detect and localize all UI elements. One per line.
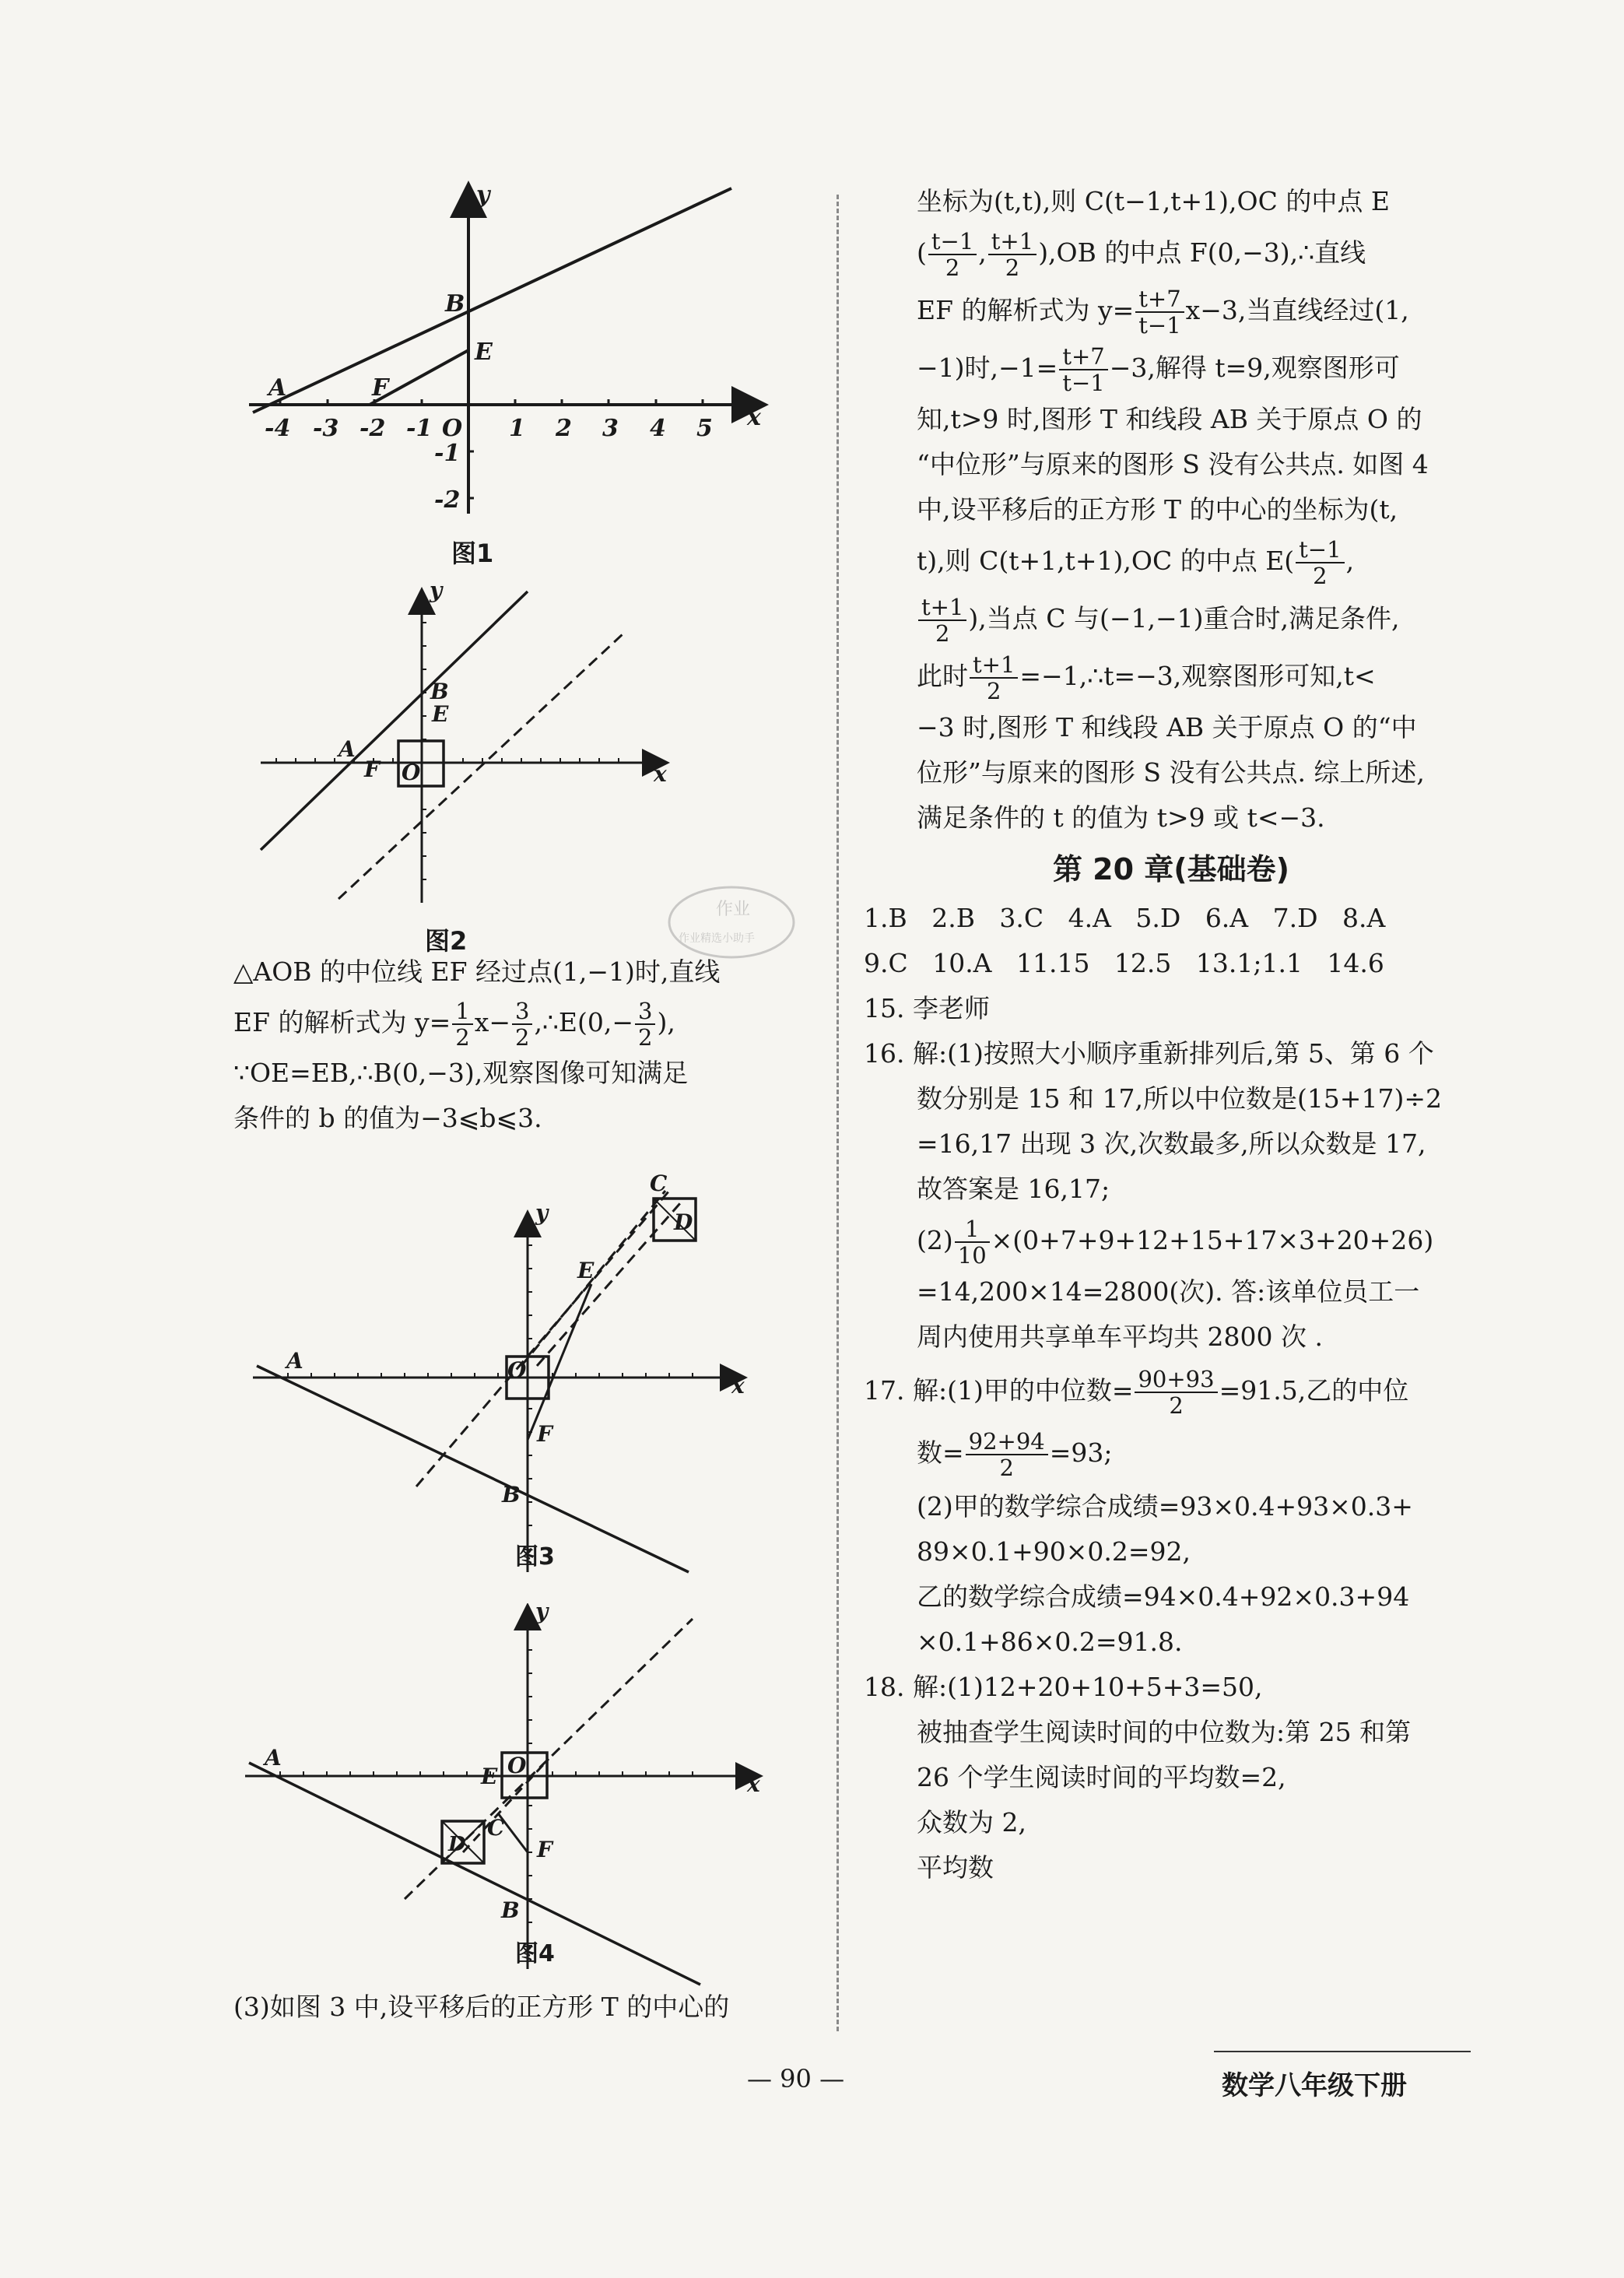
right-text-line [864,282,1478,339]
fig2-dashed-line [338,634,623,899]
fraction [988,229,1036,280]
fraction-num: t+7 [1135,286,1184,313]
fig2-axis-label-x: x [654,761,667,787]
solution-line: 89×0.1+90×0.2=92, [917,1536,1191,1567]
fig4-axis-label-y: y [535,1603,549,1624]
right-text-line: 满足条件的 t 的值为 t>9 或 t<−3. [917,802,1325,833]
fraction [635,999,655,1050]
answer-line: 15. 李老师 [864,993,990,1023]
answer-line: 9.C 10.A 11.15 12.5 13.1;1.1 14.6 [864,948,1384,978]
fraction-num: t+1 [970,652,1018,679]
fig4-point-label: A [265,1745,282,1771]
fig1-tick-label: -2 [434,486,461,514]
fraction-num: 1 [452,999,472,1025]
fraction [512,999,532,1050]
fraction-den: 2 [935,620,950,647]
fig3-point-label: F [537,1421,552,1447]
text-span: ,∴E(0,− [534,1007,634,1037]
fraction-den: 2 [945,254,960,281]
left-text-line [233,995,825,1051]
text-span: (2) [917,1225,953,1255]
fig3-point-label: D [674,1209,693,1235]
fig1-x-ticks [280,399,703,498]
solution-line: =16,17 出现 3 次,次数最多,所以众数是 17, [917,1128,1426,1159]
fig3-line-ab [257,1366,689,1572]
right-text-line: 知,t>9 时,图形 T 和线段 AB 关于原点 O 的 [917,404,1422,434]
fraction-num: 92+94 [966,1429,1048,1455]
fig2-point-label: B [430,679,449,704]
fig1-tick-label: 1 [509,415,525,442]
stamp-text: 作业 [716,900,751,919]
solution-line: 16. 解:(1)按照大小顺序重新排列后,第 5、第 6 个 [864,1038,1434,1069]
fraction [918,595,966,646]
fraction [1135,286,1184,338]
text-span: x− [474,1007,510,1037]
fig1-point-label: B [445,290,465,318]
right-text-line [864,590,1478,648]
fig2-axis-label-y: y [430,577,443,603]
book-title: 数学八年级下册 [1222,2070,1407,2101]
fraction-den: 2 [999,1455,1014,1481]
fig3-segment-ef [528,1284,591,1440]
right-text-line [864,648,1478,705]
fig2-caption: 图2 [425,926,468,956]
right-text-line: 位形”与原来的图形 S 没有公共点. 综上所述, [917,757,1425,788]
fig4-point-label: F [537,1837,552,1862]
right-text-line: −3 时,图形 T 和线段 AB 关于原点 O 的“中 [917,712,1417,742]
fig1-line-ab [253,188,731,412]
fraction-den: 2 [514,1024,530,1051]
solution-line [864,1360,1478,1422]
fig3-point-label: C [650,1171,668,1196]
fraction-num: t+1 [918,595,966,621]
fraction [970,652,1018,704]
solution-line [864,1212,1478,1269]
text-span: x−3,当直线经过(1, [1185,295,1409,325]
fraction [452,999,472,1050]
left-text-line: △AOB 的中位线 EF 经过点(1,−1)时,直线 [233,956,721,987]
fig2-point-label: O [402,760,421,785]
text-span: t),则 C(t+1,t+1),OC 的中点 E( [917,546,1295,576]
fraction-num: 3 [512,999,532,1025]
fig1-tick-label: 5 [696,415,713,442]
right-text-line: “中位形”与原来的图形 S 没有公共点. 如图 4 [917,449,1429,479]
fig4-caption: 图4 [515,1940,555,1967]
fig2-solid-line [261,591,528,850]
page-number: — 90 — [747,2064,845,2094]
fig2-point-label: F [364,756,380,782]
fraction-num: 90+93 [1135,1367,1217,1393]
fig1-tick-label: 4 [650,415,666,442]
text-span: , [1345,546,1355,576]
text-span: 此时 [917,661,968,691]
fraction-den: t−1 [1138,312,1181,339]
left-text-line: 条件的 b 的值为−3⩽b⩽3. [233,1103,542,1133]
fig4-line-ab [249,1763,700,1985]
fraction-den: 2 [1169,1392,1184,1419]
fig1-tick-label: -1 [434,440,461,467]
fraction-num: t−1 [1296,537,1344,563]
fig3-point-label: A [286,1348,303,1374]
solution-line: 被抽查学生阅读时间的中位数为:第 25 和第 [917,1717,1412,1747]
fig1-caption: 图1 [451,539,494,568]
fig4-point-label: C [487,1815,505,1841]
fraction-den: 2 [1005,254,1020,281]
answer-line: 1.B 2.B 3.C 4.A 5.D 6.A 7.D 8.A [864,903,1386,933]
fraction-num: 3 [635,999,655,1025]
text-span: 17. 解:(1)甲的中位数= [864,1375,1134,1406]
fig4-point-label: E [481,1764,498,1789]
fig1-tick-label: -4 [265,415,291,442]
fig1-tick-label: 3 [602,415,619,442]
figure-1 [233,179,825,576]
fig1-tick-label: -2 [360,415,386,442]
fraction-num: t+1 [988,229,1036,255]
footer-rule [1214,2051,1471,2052]
fraction [955,1216,990,1268]
solution-line: 乙的数学综合成绩=94×0.4+92×0.3+94 [917,1581,1410,1612]
fig1-axis-label-x: x [747,404,761,431]
text-span: EF 的解析式为 y= [233,1007,451,1037]
stamp-text: 作业精选小助手 [679,932,755,945]
right-text-line [864,339,1478,397]
fig4-axis-label-x: x [747,1771,760,1797]
right-column [864,179,1478,1890]
right-text-line: 中,设平移后的正方形 T 的中心的坐标为(t, [917,494,1398,525]
fig2-point-label: A [338,736,356,762]
text-span: ×(0+7+9+12+15+17×3+20+26) [991,1225,1434,1255]
chapter-heading: 第 20 章(基础卷) [1052,852,1290,886]
fraction [1135,1367,1217,1418]
fig1-tick-label: O [442,415,463,442]
text-span: =91.5,乙的中位 [1219,1375,1409,1406]
fraction-den: 10 [957,1242,987,1269]
text-span: =93; [1049,1437,1113,1468]
fig1-point-label: A [268,374,287,402]
solution-line: ×0.1+86×0.2=91.8. [917,1627,1183,1657]
fig3-point-label: E [577,1258,595,1283]
fig4-point-label: B [501,1897,520,1923]
figure-4 [233,1603,825,1992]
right-text-line: ( $\frac{t-1}{2}$ , $\frac{t+1}{2}$ ),OB 的中点 F(0,−3),∴直线 [917,228,1366,281]
fig1-axis-label-y: y [476,181,490,209]
fraction-den: 2 [638,1024,653,1051]
fig1-tick-label: -3 [313,415,339,442]
solution-line: 众数为 2, [917,1807,1026,1837]
fraction [1059,344,1107,395]
fig3-axis-label-y: y [535,1200,549,1226]
fraction-den: t−1 [1062,370,1105,396]
solution-line: 数分别是 15 和 17,所以中位数是(15+17)÷2 [917,1083,1442,1114]
fig4-point-label: O [507,1753,527,1778]
fraction-den: 2 [986,678,1001,704]
fraction [966,1429,1048,1480]
solution-line: 故答案是 16,17; [917,1174,1110,1204]
fig3-point-label: O [507,1357,527,1383]
figure-3 [233,1160,825,1580]
text-span: ),OB 的中点 F(0,−3),∴直线 [1038,237,1366,268]
text-span: ),当点 C 与(−1,−1)重合时,满足条件, [968,603,1400,634]
fig2-point-label: E [432,701,449,727]
text-span: −1)时,−1= [917,353,1058,383]
fraction [1296,537,1344,588]
fig1-tick-label: -1 [406,415,433,442]
fraction-den: 2 [455,1024,470,1051]
fig3-caption: 图3 [515,1543,555,1571]
solution-line: 18. 解:(1)12+20+10+5+3=50, [864,1672,1263,1702]
right-text-line [864,532,1478,590]
fig4-point-label: D [448,1833,466,1856]
text-span: 数= [917,1437,964,1468]
solution-line: 平均数 [917,1852,994,1883]
fraction [928,229,977,280]
fraction-num: t−1 [928,229,977,255]
fraction-num: t+7 [1059,344,1107,370]
text-span: EF 的解析式为 y= [917,295,1135,325]
right-text-line: 坐标为(t,t),则 C(t−1,t+1),OC 的中点 E [917,186,1390,216]
solution-line: 26 个学生阅读时间的平均数=2, [917,1762,1286,1792]
solution-line: 周内使用共享单车平均共 2800 次 . [917,1322,1323,1352]
solution-line: =14,200×14=2800(次). 答:该单位员工一 [917,1276,1420,1307]
fig3-axis-label-x: x [731,1373,745,1399]
solution-line: (2)甲的数学综合成绩=93×0.4+93×0.3+ [917,1491,1413,1522]
fig3-point-label: B [502,1482,521,1508]
left-text-line: (3)如图 3 中,设平移后的正方形 T 的中心的 [233,1992,730,2022]
fig1-point-label: E [475,339,493,366]
fig1-point-label: F [372,374,389,402]
solution-line [864,1422,1478,1484]
left-text-line: ∵OE=EB,∴B(0,−3),观察图像可知满足 [233,1058,689,1088]
column-divider [837,195,839,2031]
fraction-den: 2 [1313,563,1328,589]
text-span: ), [657,1007,675,1037]
text-span: −3,解得 t=9,观察图形可 [1109,353,1400,383]
fraction-num: 1 [955,1216,990,1243]
fig1-tick-label: 2 [556,415,572,442]
fig3-dashed-line-3 [537,1202,681,1366]
text-span: =−1,∴t=−3,观察图形可知,t< [1019,661,1376,691]
